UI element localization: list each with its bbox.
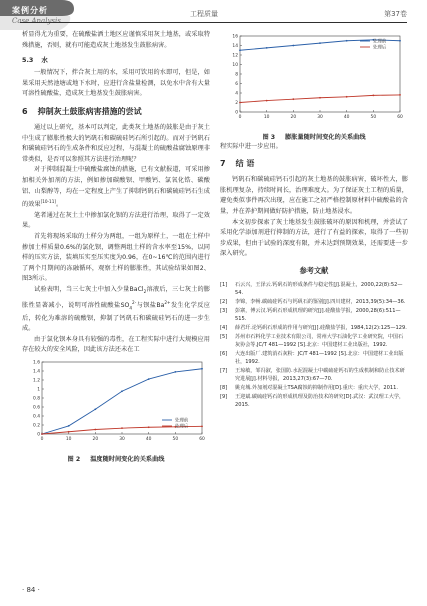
data-point	[266, 100, 268, 102]
figure-title: 温度随时间变化的关系曲线	[90, 455, 165, 463]
header-rule	[20, 22, 407, 23]
section-number: 7	[220, 159, 226, 169]
reference-item	[220, 393, 408, 409]
legend-label: 处理前	[175, 418, 189, 424]
series-line	[240, 95, 400, 103]
paragraph-text: 与钡盐Ba	[136, 301, 165, 309]
y-tick-label: 1.4	[33, 369, 40, 375]
data-point	[399, 40, 401, 42]
data-point	[148, 378, 150, 380]
legend-label: 处理后	[175, 424, 189, 430]
reference-text: 李锦，李畅.碳硫硅钙石与钙矾石的鉴别[J].四川建材，2013,39(5):34—36.	[235, 298, 406, 305]
x-tick-label: 10	[65, 437, 72, 443]
section-title: 结 语	[235, 159, 255, 169]
reference-item	[220, 298, 408, 306]
paragraph: 一般情况下，拌合灰土用的水，采用可饮用的水即可，但是，如果采用天然池塘或地下水时，应进行含盐量检测，以免水中含有大量可溶性硫酸盐，造成灰土地基发生鼓胀病害。	[22, 69, 210, 98]
data-point	[266, 47, 268, 49]
figure-number: 图 2	[67, 455, 81, 463]
y-tick-label: 12	[232, 53, 238, 59]
x-tick-label: 10	[263, 115, 270, 120]
data-point	[372, 94, 374, 96]
reference-number: [5]	[220, 333, 228, 340]
y-tick-label: 16	[232, 34, 238, 40]
data-point	[68, 425, 70, 427]
y-tick-label: 0.2	[33, 423, 40, 429]
citation-ref: [10-11]	[40, 199, 56, 205]
data-point	[239, 49, 241, 51]
chem-subscript: 4	[129, 305, 133, 311]
y-tick-label: 0.8	[33, 396, 40, 402]
paragraph: 通过以上研究，基本可以判定，此类灰土地基的鼓胀是由于灰土中生成了膨胀性极大的钙矾石和碳硫硅钙石所引起的。而对于钙矾石和碳硫硅钙石的生成条件和反应过程，与混凝土的硫酸盐腐蚀原理非常类似，是否可以参照其方法进行治理呢？	[22, 123, 210, 163]
x-tick-label: 60	[397, 115, 403, 120]
y-tick-label: 0	[235, 110, 238, 116]
reference-text: 石云兴，王泽云.钙矾石的形成条件与稳定性[J].混凝土，2000,22(8):52—54.	[235, 281, 403, 296]
reference-item	[220, 350, 408, 366]
paragraph-text: 试验表明，当三七灰土中加入少量BaCl	[34, 285, 144, 293]
reference-number: [7]	[220, 367, 228, 374]
data-point	[346, 40, 348, 42]
data-point	[319, 42, 321, 44]
data-point	[319, 97, 321, 99]
section-subtitle: Case Analysis	[12, 17, 61, 25]
paragraph: 由于氯化钡本身具有较强的毒性，在工程实际中进行大规模应用存在较大的安全风险，因此该方法还未在工	[22, 335, 210, 354]
y-tick-label: 1.6	[33, 360, 40, 366]
y-tick-label: 0.6	[33, 405, 40, 411]
x-tick-label: 30	[317, 115, 323, 120]
data-point	[94, 408, 96, 410]
right-column	[220, 30, 408, 410]
figure-2	[22, 356, 210, 464]
x-tick-label: 0	[238, 115, 242, 120]
data-point	[201, 368, 203, 370]
data-point	[292, 98, 294, 100]
figure-number: 图 3	[262, 133, 276, 141]
y-tick-label: 1	[37, 387, 40, 393]
data-point	[41, 433, 43, 435]
data-point	[94, 429, 96, 431]
figure-3	[220, 30, 408, 142]
x-tick-label: 60	[199, 437, 205, 443]
paragraph	[22, 165, 210, 210]
reference-number: [8]	[220, 384, 228, 391]
data-point	[121, 390, 123, 392]
x-tick-label: 0	[40, 437, 44, 443]
reference-item	[220, 384, 408, 392]
chem-subscript: 2	[143, 289, 147, 295]
subsection-title: 水	[41, 56, 48, 65]
reference-number: [4]	[220, 324, 228, 331]
reference-text: 大连出版厂.建筑消石灰粉：JC/T 481—1992 [S].北京：中国建材工业出版社，1992.	[235, 350, 404, 365]
y-tick-label: 14	[232, 44, 238, 50]
data-point	[148, 426, 150, 428]
page-number: · 84 ·	[22, 586, 40, 594]
reference-text: 姚克城.外加剂对混凝土TSA腐蚀的抑制作用[D].重庆：重庆大学，2011.	[235, 384, 398, 391]
x-tick-label: 40	[145, 437, 152, 443]
data-point	[399, 94, 401, 96]
section-title: 案例分析	[12, 6, 48, 15]
reference-number: [6]	[220, 350, 228, 357]
data-point	[239, 102, 241, 104]
chem-superscript: 2-	[132, 299, 137, 305]
paragraph: 程实际中进一步应用。	[220, 142, 282, 150]
section-heading	[220, 158, 408, 170]
left-column	[22, 30, 210, 464]
references-list	[220, 281, 408, 409]
reference-number: [2]	[220, 298, 228, 305]
reference-text: 苏州市石料化学工业技术有限公司，常州大学石油化学工业研究院，中国石灰协会等.JC/T 481—1992 [S].北京：中国建材工业出版社，1992.	[235, 333, 404, 348]
y-tick-label: 10	[232, 63, 238, 69]
journal-volume: 第37卷	[384, 10, 407, 18]
data-point	[346, 96, 348, 98]
reference-item	[220, 333, 408, 349]
figure-2-caption	[22, 455, 210, 464]
reference-item	[220, 367, 408, 383]
section-number: 6	[22, 106, 28, 116]
paragraph: 本文初步探索了灰土地基发生鼓胀破坏的原因和机理，并尝试了采用化学添加剂进行抑制的方法，进行了有益的探索，取得了一些初步成果，但由于试验的深度有限，并未达到预期效果，还需要进一步深入研究。	[220, 218, 408, 258]
reference-text: 彭寨，傅云汉.钙矾石形成机理的研究[J].硅酸盐学报，2000,28(6):511—515.	[235, 307, 401, 322]
journal-name: 工程质量	[190, 10, 218, 18]
section-title: 抑制灰土鼓胀病害措施的尝试	[37, 106, 142, 116]
x-tick-label: 40	[343, 115, 350, 120]
paragraph-text: 发生化学反应后，转化为难溶的硫酸钡，抑制了钙矾石和碳硫硅钙石的进一步生成。	[22, 301, 210, 333]
legend-label: 处理前	[373, 39, 387, 45]
paragraph: 钙矾石和碳硫硅钙石引起的灰土地基的鼓胀病害，破坏性大，膨胀机理复杂，持续时间长，治理难度大。为了保证灰土工程的质量，避免类似事件再次出现，应在施工之初严格控制原材料中硫酸盐的含量，并在养护期间做好防护措施，防止地基浸水。	[220, 176, 408, 215]
reference-text: 薛君玕.论钙矾石形成的作用与研究[J].硅酸盐学报，1984,12(2):125—129.	[235, 324, 407, 331]
figure-3-chart	[220, 30, 408, 126]
reference-number: [3]	[220, 307, 228, 314]
x-tick-label: 20	[92, 437, 99, 443]
reference-number: [9]	[220, 393, 228, 400]
y-tick-label: 8	[235, 72, 238, 78]
x-tick-label: 30	[119, 437, 125, 443]
reference-text: 王迎斌.碳硫硅钙石的形成机理及防治技术的研究[D].武汉：武汉理工大学，2015.	[235, 393, 405, 408]
subsection-number: 5.3	[22, 56, 34, 65]
paragraph-text: 对于抑制混凝土中硫酸盐腐蚀的措施，已有文献报道，可采用掺加相关外加剂的方法，例如掺加碳酸钡、甲酸钙、氯氧化锆、碳酸铝、山梨醇等，均在一定程度上产生了抑制钙矾石和碳硫硅钙石生成的效果	[22, 166, 210, 209]
y-tick-label: 2	[235, 101, 238, 107]
reference-item	[220, 307, 408, 323]
y-tick-label: 4	[235, 91, 238, 97]
chem-superscript: 2+	[164, 299, 171, 305]
figure-2-chart	[22, 356, 210, 448]
data-point	[121, 427, 123, 429]
reference-text: 王琼敏，邹冯淑，张国防.水泥混凝土中碳硫硅钙石的生成机制和防止技术研究进展[J].材料导报，2013,27(3):67—70.	[235, 367, 405, 382]
x-tick-label: 20	[290, 115, 297, 120]
paragraph: 析显得尤为重要，在硫酸盐洒土地区应谨慎采用灰土地基，或采取特殊措施，否则，就有可能造成灰土地基发生鼓胀病害。	[22, 31, 210, 49]
figure-title: 膨胀量随时间变化的关系曲线	[285, 133, 366, 141]
references-heading: 参考文献	[299, 265, 329, 275]
data-point	[68, 431, 70, 433]
data-point	[201, 425, 203, 427]
reference-number: [1]	[220, 281, 228, 288]
paragraph-text: 溶液后，三七灰土的膨胀性显著减小，说明可溶性硫酸盐SO	[22, 285, 210, 309]
subsection-heading	[22, 56, 210, 65]
y-tick-label: 0.4	[33, 414, 40, 420]
data-point	[292, 45, 294, 47]
y-tick-label: 6	[235, 82, 238, 88]
figure-3-caption	[220, 133, 408, 142]
legend-label: 处理后	[373, 45, 387, 51]
section-heading	[22, 106, 210, 118]
x-tick-label: 50	[172, 437, 179, 443]
x-tick-label: 50	[370, 115, 377, 120]
paragraph: 笔者通过在灰土土中掺加氯化钡的方法进行治理，取得了一定效果。	[22, 211, 210, 230]
paragraph	[22, 285, 210, 335]
y-tick-label: 1.2	[33, 378, 40, 384]
data-point	[174, 371, 176, 373]
reference-item	[220, 281, 408, 297]
paragraph: 首先将现场采取的土样分为两组，一组为原样土，一组在土样中掺加土样质量0.6%的氯化钡，调整两组土样的含水率至15%，以同样的压实方法，装填压实至压实度为0.96，在0~16℃的范围内进行了两个月期间的冻融循环，观察土样的膨胀性，其试验结果如图2、图3所示。	[22, 232, 210, 283]
reference-item	[220, 324, 408, 332]
paragraph-text: 。	[56, 201, 63, 209]
y-tick-label: 0	[37, 432, 40, 438]
